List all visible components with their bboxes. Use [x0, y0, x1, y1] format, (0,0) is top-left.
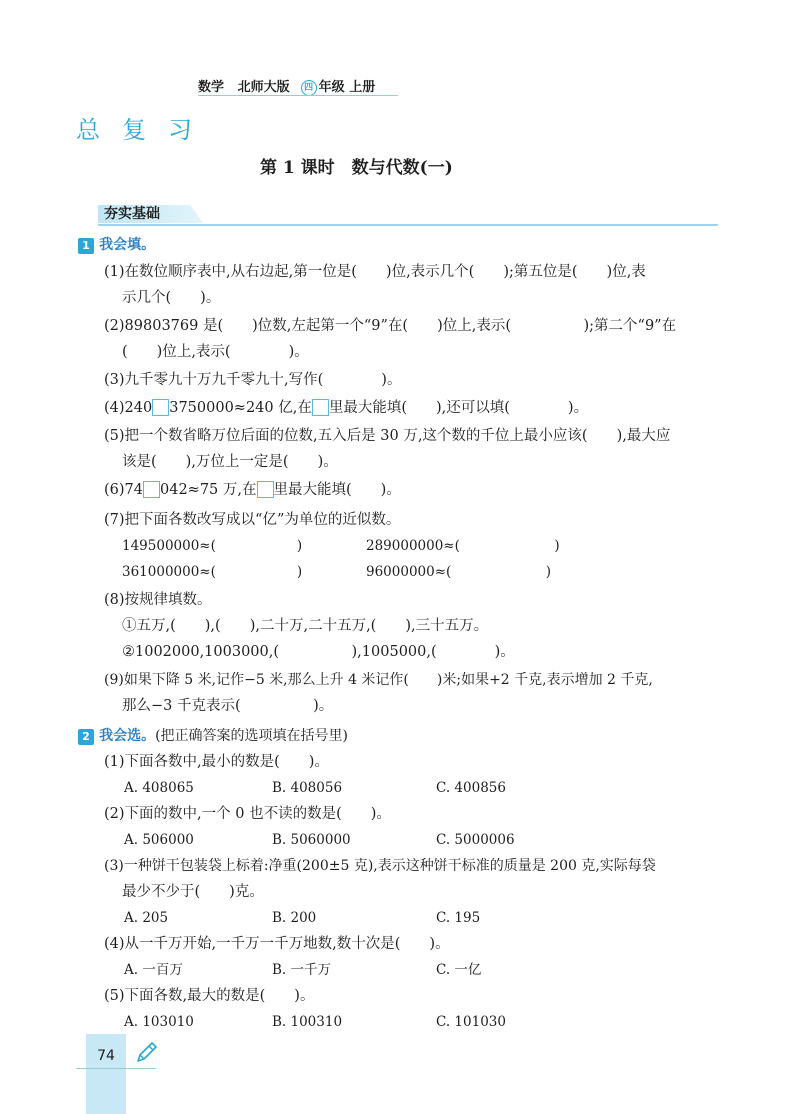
- page-number: 74: [97, 1048, 115, 1064]
- q1-line-6: [104, 480, 401, 500]
- approx-item: 149500000≈( ): [122, 538, 303, 554]
- approx-item: 361000000≈( ): [122, 564, 303, 580]
- q1-line-2b: ( )位上,表示( )。: [122, 344, 309, 360]
- q2-stem-3a: (3)一种饼干包装袋上标着:净重(200±5 克),表示这种饼干标准的质量是 200 克,实际每袋: [104, 858, 656, 874]
- q1-line-9a: (9)如果下降 5 米,记作−5 米,那么上升 4 米记作( )米;如果+2 千克,表示增加 2 千克,: [104, 672, 653, 688]
- digit-box[interactable]: [312, 399, 329, 416]
- banner-rule: [98, 224, 718, 226]
- q2-number: 2: [78, 729, 94, 745]
- header-grade: 年级: [318, 80, 345, 95]
- q1-line-3: (3)九千零九十万九千零九十,写作( )。: [104, 372, 402, 388]
- q1-l6-part-a: (6)74: [104, 482, 143, 498]
- q1-line-9b: 那么−3 千克表示( )。: [122, 698, 334, 714]
- option-c: C. 101030: [436, 1014, 506, 1030]
- q2-note: (把正确答案的选项填在括号里): [155, 728, 349, 744]
- pencil-icon: [133, 1040, 159, 1070]
- page-tab: [86, 1034, 126, 1114]
- q1-heading: [78, 234, 155, 254]
- q1-l6-part-b: 042≈75 万,在: [160, 482, 257, 498]
- q1-line-1a: (1)在数位顺序表中,从右边起,第一位是( )位,表示几个( );第五位是( )位,表: [104, 264, 646, 280]
- banner-label: 夯实基础: [104, 206, 160, 222]
- q1-line-5a: (5)把一个数省略万位后面的位数,五入后是 30 万,这个数的千位上最小应该( ),最大应: [104, 428, 671, 444]
- option-a: A. 205: [124, 910, 169, 926]
- q1-line-8: (8)按规律填数。: [104, 592, 212, 608]
- option-b: B. 408056: [272, 780, 343, 796]
- q2-stem-4: (4)从一千万开始,一千万一千万地数,数十次是( )。: [104, 936, 450, 952]
- q1-line-5b: 该是( ),万位上一定是( )。: [122, 454, 338, 470]
- q1-l4-part-a: (4)240: [104, 400, 153, 416]
- q1-title: 我会填。: [99, 237, 156, 253]
- q1-line-7: (7)把下面各数改写成以“亿”为单位的近似数。: [104, 512, 401, 528]
- option-a: A. 408065: [124, 780, 194, 796]
- approx-item: 289000000≈( ): [366, 538, 560, 554]
- option-c: C. 一亿: [436, 962, 482, 978]
- section-title: 总复习: [76, 116, 214, 144]
- option-a: A. 一百万: [124, 962, 183, 978]
- option-a: A. 506000: [124, 832, 194, 848]
- option-b: B. 200: [272, 910, 317, 926]
- option-b: B. 一千万: [272, 962, 332, 978]
- q2-stem-3b: 最少不少于( )克。: [122, 884, 264, 900]
- digit-box[interactable]: [152, 399, 169, 416]
- grade-mark: 四: [301, 80, 317, 96]
- q1-l6-part-c: 里最大能填( )。: [273, 482, 401, 498]
- q1-number: 1: [78, 238, 94, 254]
- q2-stem-1: (1)下面各数中,最小的数是( )。: [104, 754, 329, 770]
- section-banner: [98, 205, 718, 225]
- option-c: C. 5000006: [436, 832, 515, 848]
- q1-body: [104, 262, 724, 714]
- q1-line-1b: 示几个( )。: [122, 290, 221, 306]
- option-b: B. 100310: [272, 1014, 343, 1030]
- header-edition: 北师大版: [237, 80, 290, 95]
- approx-item: 96000000≈( ): [366, 564, 552, 580]
- q1-l4-part-c: 里最大能填( ),还可以填( )。: [328, 400, 589, 416]
- q1-line-2a: (2)89803769 是( )位数,左起第一个“9”在( )位上,表示( );第二个“9”在: [104, 318, 677, 334]
- header-subject: 数学: [198, 80, 225, 95]
- header-rule: [198, 95, 398, 96]
- option-b: B. 5060000: [272, 832, 351, 848]
- digit-box[interactable]: [143, 481, 160, 498]
- q2-title: 我会选。: [99, 728, 156, 744]
- q1-line-4: [104, 398, 588, 418]
- q2-heading: [78, 725, 348, 745]
- option-c: C. 400856: [436, 780, 506, 796]
- q1-line-8b: ②1002000,1003000,( ),1005000,( )。: [122, 644, 515, 660]
- q2-stem-2: (2)下面的数中,一个 0 也不读的数是( )。: [104, 806, 391, 822]
- digit-box[interactable]: [257, 481, 274, 498]
- q2-body: [104, 752, 724, 1037]
- option-a: A. 103010: [124, 1014, 194, 1030]
- header-volume: 上册: [349, 80, 376, 95]
- option-c: C. 195: [436, 910, 481, 926]
- lesson-title: 第 1 课时 数与代数(一): [260, 158, 453, 178]
- running-header: [198, 76, 375, 96]
- q2-stem-5: (5)下面各数,最大的数是( )。: [104, 988, 315, 1004]
- q1-line-8a: ①五万,( ),( ),二十万,二十五万,( ),三十五万。: [122, 618, 489, 634]
- q1-l4-part-b: 3750000≈240 亿,在: [169, 400, 312, 416]
